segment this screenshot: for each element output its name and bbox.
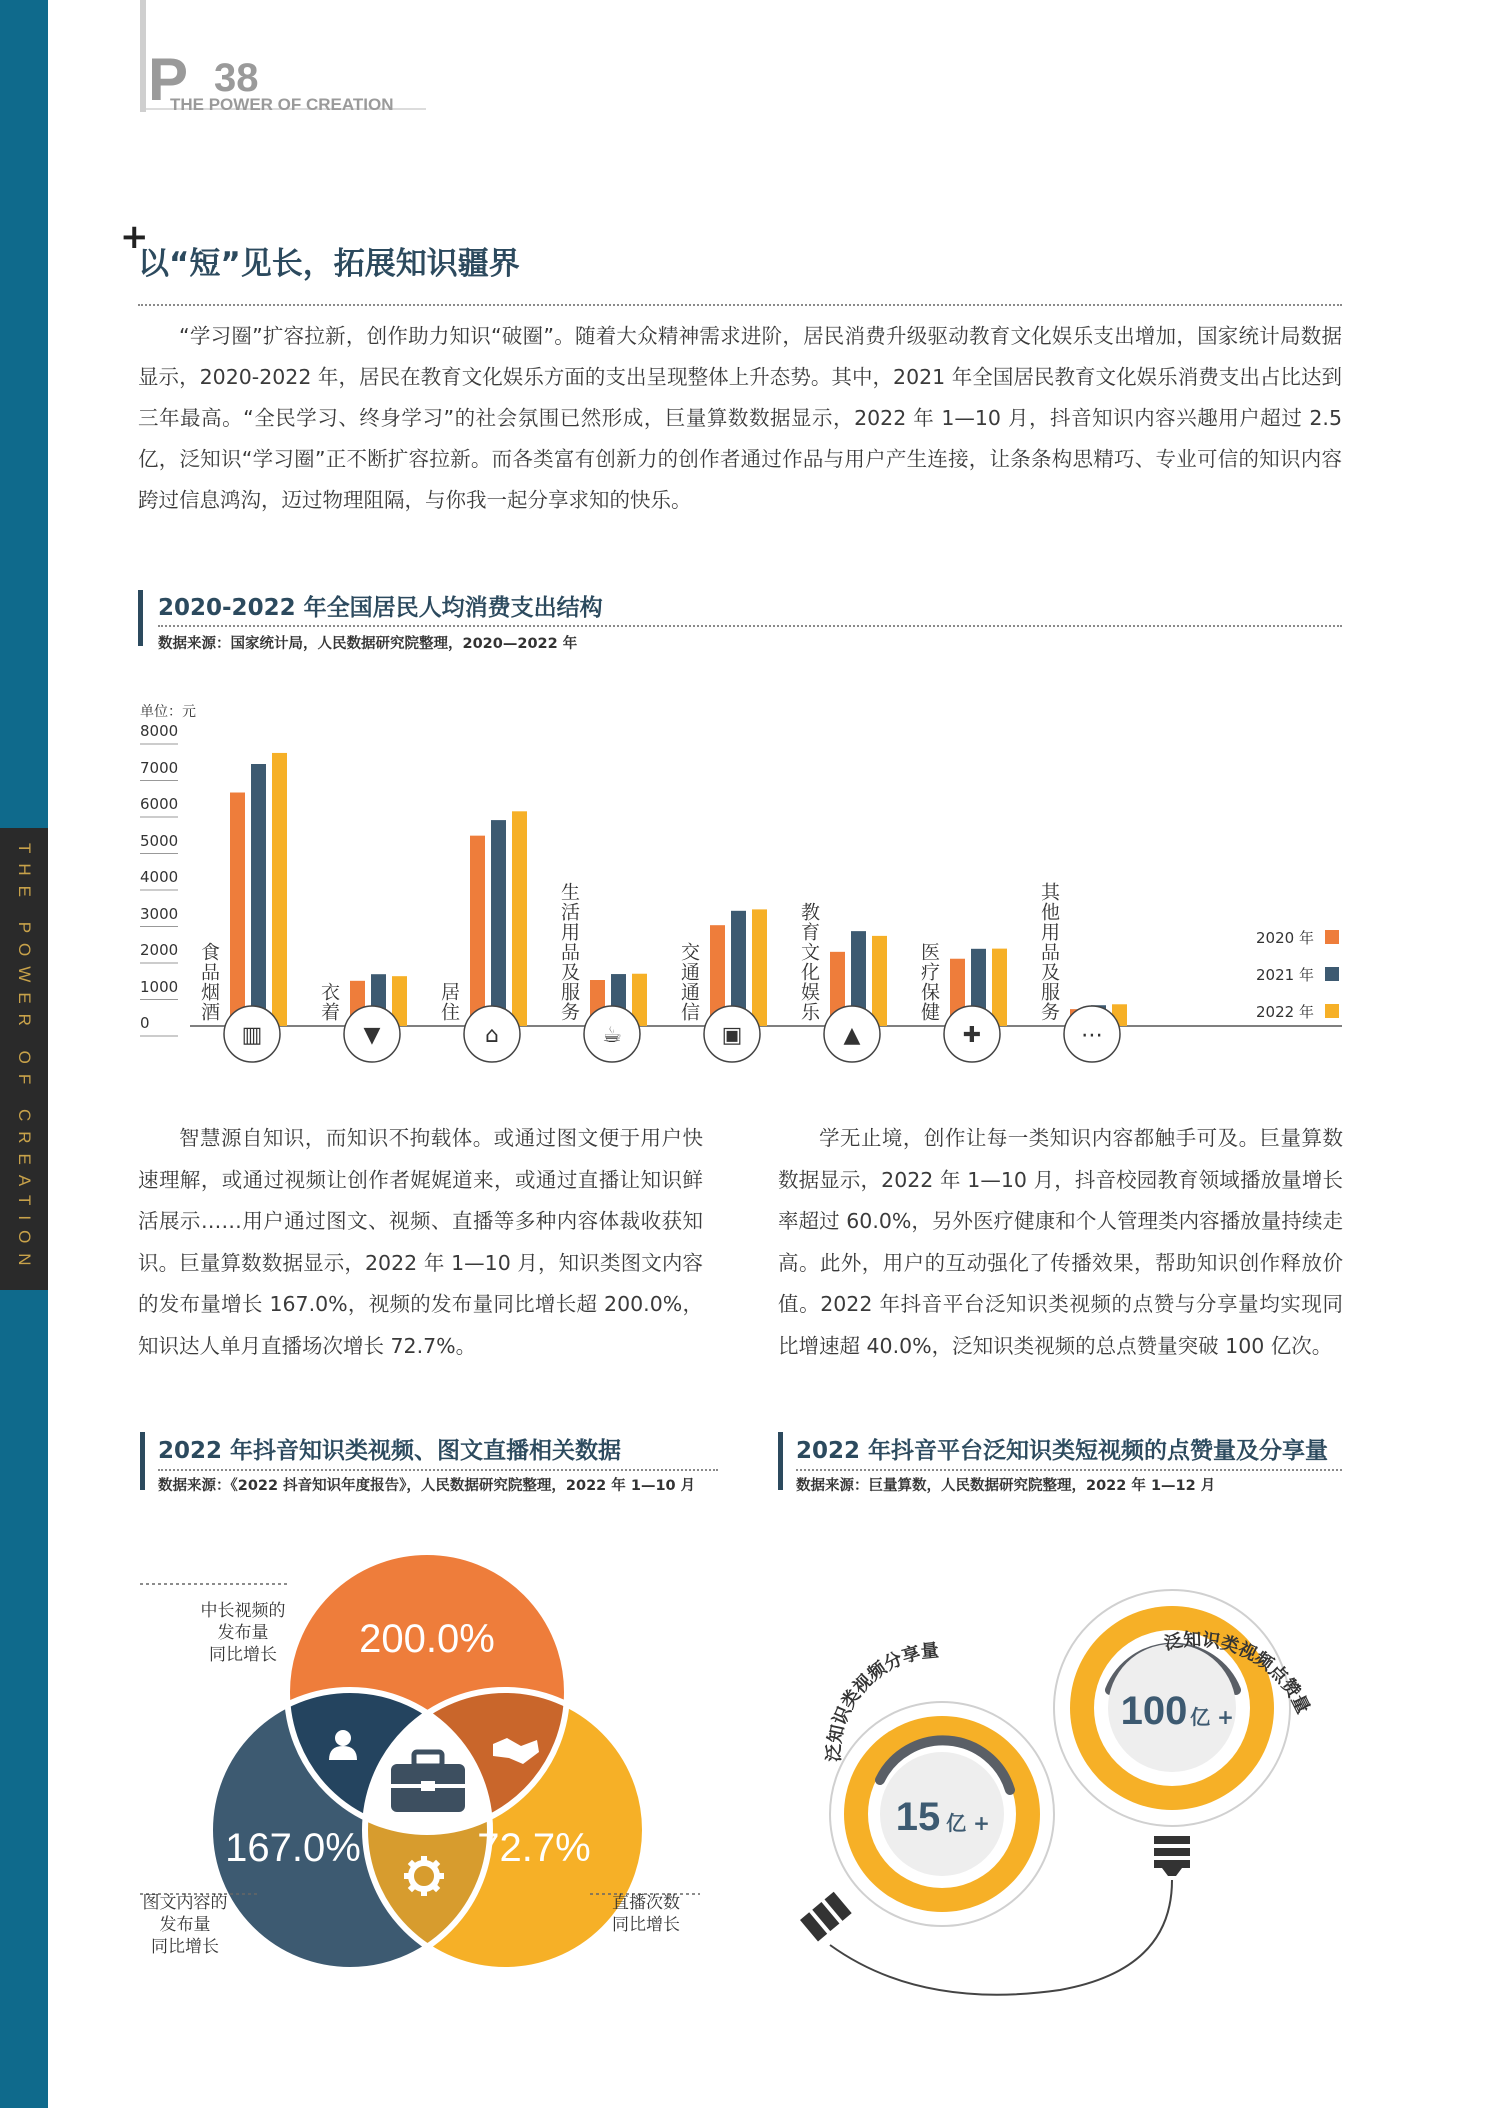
chart3-title-bar [778,1432,783,1490]
y-tick-label: 4000 [140,868,179,886]
image-text-label: 图文内容的 发布量 同比增长 [142,1893,228,1957]
y-tick-label: 6000 [140,795,179,813]
bar-2-1 [491,820,506,1026]
bar-5-2 [872,936,887,1026]
share-unit: 亿 + [946,1811,990,1835]
like-unit: 亿 + [1190,1705,1234,1729]
chart1-source: 数据来源：国家统计局，人民数据研究院整理，2020—2022 年 [158,636,578,652]
left-column-paragraph: 智慧源自知识，而知识不拘载体。或通过图文便于用户快速理解，或通过视频让创作者娓娓道来，或通过直播让知识鲜活展示……用户通过图文、视频、直播等多种内容体裁收获知识。巨量算数数据显示，2022 年 1—10 月，知识类图文内容的发布量增长 167.0%，视频的发布量同比增长超 200.0%，知识达人单月直播场次增长 72.7%。 [138,1126,703,1358]
page-letter: P [148,46,189,113]
legend-swatch-0 [1325,930,1339,944]
chart1-unit: 单位：元 [140,704,196,720]
chart1-divider [158,625,1342,627]
share-badge [824,1640,1054,1926]
bar-0-1 [251,764,266,1026]
category-label: 衣着 [318,982,340,1022]
side-tab [0,828,48,1290]
legend-label: 2022 年 [1256,1003,1314,1021]
chart1-title-bar [138,590,143,646]
y-tick-label: 1000 [140,977,179,996]
chart1-title: 2020-2022 年全国居民人均消费支出结构 [158,595,603,621]
bar-2-0 [470,836,485,1026]
page-header-bar [140,0,146,112]
share-label: 泛知识类视频分享量 [823,1640,940,1763]
category-label: 交通通信 [678,942,700,1022]
chart3-source: 数据来源：巨量算数，人民数据研究院整理，2022 年 1—12 月 [796,1478,1216,1494]
live-label: 直播次数 同比增长 [612,1893,680,1935]
right-column-paragraph: 学无止境，创作让每一类知识内容都触手可及。巨量算数数据显示，2022 年 1—10 月，抖音校园教育领域播放量增长率超过 60.0%，另外医疗健康和个人管理类内容播放量持续走高。此外，用户的互动强化了传播效果，帮助知识创作释放价值。2022 年抖音平台泛知识类视频的点赞与分享量均实现同比增速超 40.0%，泛知识类视频的总点赞量突破 100 亿次。 [778,1126,1343,1358]
bulb-base-share [800,1892,852,1942]
bus-icon: ▣ [721,1023,743,1048]
title-divider [138,304,1342,306]
plus-icon: + [120,217,149,257]
y-tick-label: 8000 [140,722,179,740]
like-badge [1054,1590,1314,1826]
bar-chart [130,690,1350,1090]
image-text-value: 167.0% [225,1826,361,1870]
category-label: 教育文化娱乐 [798,902,820,1022]
page-tagline: THE POWER OF CREATION [170,95,394,114]
chart2-title-bar [140,1432,145,1490]
y-tick-label: 2000 [140,941,179,959]
chart2-divider [158,1469,718,1471]
bulb-base-like [1154,1836,1190,1876]
category-label: 其他用品及服务 [1038,882,1060,1022]
y-tick-label: 5000 [140,831,179,850]
category-label: 居住 [438,982,460,1022]
bar-6-2 [992,949,1007,1026]
bar-4-2 [752,909,767,1026]
video-label: 中长视频的 发布量 同比增长 [200,1601,286,1665]
share-value: 15 [895,1795,941,1839]
category-label: 医疗保健 [918,942,940,1022]
legend-label: 2021 年 [1256,966,1314,984]
graduation-cap-icon: ▲ [843,1023,861,1048]
category-label: 食品烟酒 [198,942,220,1022]
video-value: 200.0% [359,1617,495,1661]
live-value: 72.7% [477,1826,591,1870]
legend-swatch-2 [1325,1004,1339,1018]
chart2-title: 2022 年抖音知识类视频、图文直播相关数据 [158,1438,622,1464]
like-value: 100 [1120,1689,1188,1733]
clothing-icon: ▼ [363,1023,381,1048]
food-icon: ▥ [241,1023,263,1048]
chart3-divider [796,1469,1342,1471]
category-label: 生活用品及服务 [558,882,580,1022]
section-title: 以“短”见长，拓展知识疆界 [138,246,520,282]
chart2-source: 数据来源：《2022 抖音知识年度报告》，人民数据研究院整理，2022 年 1—10 月 [158,1478,696,1494]
y-tick-label: 7000 [140,758,179,777]
legend-swatch-1 [1325,967,1339,981]
bar-0-0 [230,793,245,1026]
bar-2-2 [512,811,527,1026]
likes-shares-graphic [800,1540,1340,2020]
intro-paragraph: “学习圈”扩容拉新，创作助力知识“破圈”。随着大众精神需求进阶，居民消费升级驱动教育文化娱乐支出增加，国家统计局数据显示，2020-2022 年，居民在教育文化娱乐方面的支出呈现整体上升态势。其中，2021 年全国居民教育文化娱乐消费支出占比达到三年最高。“全民学习、终身学习”的社会氛围已然形成，巨量算数数据显示，2022 年 1—10 月，抖音知识内容兴趣用户超过 2.5 亿，泛知识“学习圈”正不断扩容拉新。而各类富有创新力的创作者通过作品与用户产生连接，让条条构思精巧、专业可信的知识内容跨过信息鸿沟，迈过物理阻隔，与你我一起分享求知的快乐。 [138,324,1342,512]
more-icon: ⋯ [1081,1023,1103,1048]
chart3-title: 2022 年抖音平台泛知识类短视频的点赞量及分享量 [796,1438,1329,1464]
y-tick-label: 0 [140,1014,150,1032]
bar-0-2 [272,753,287,1026]
cup-icon: ☕ [602,1023,622,1048]
side-tab-text: THE POWER OF CREATION [15,842,34,1276]
house-icon: ⌂ [485,1023,499,1048]
like-label: 泛知识类视频点赞量 [1162,1629,1314,1718]
legend-label: 2020 年 [1256,929,1314,947]
medical-kit-icon: ✚ [962,1023,982,1048]
y-tick-label: 3000 [140,904,179,923]
page-number: 38 [214,56,259,100]
